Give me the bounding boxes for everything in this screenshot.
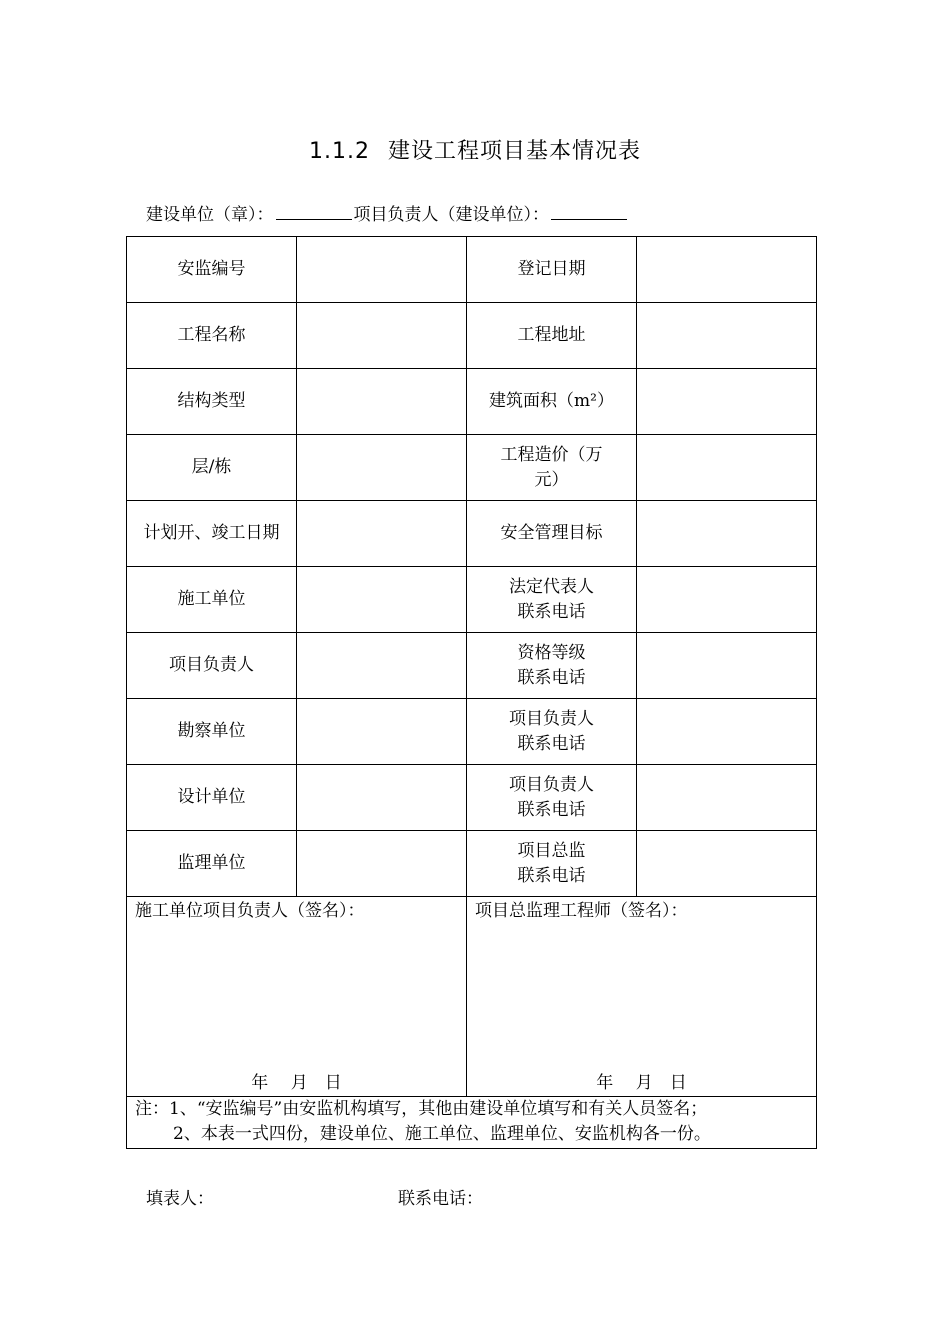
row-label: 建筑面积（m²）: [467, 369, 637, 435]
value-cell[interactable]: [297, 567, 467, 633]
table-row: [127, 237, 817, 303]
construction-unit-label: 建设单位（章）：: [146, 205, 274, 225]
value-cell[interactable]: [637, 303, 817, 369]
supervisor-signature-label: 项目总监理工程师（签名）：: [475, 901, 688, 921]
row-label-line1: 项目负责人: [509, 708, 594, 729]
row-label: 工程地址: [467, 303, 637, 369]
table-row: [127, 369, 817, 435]
contractor-signature-date: 年 月 日: [251, 1073, 342, 1093]
row-label: 施工单位: [127, 567, 297, 633]
filler-label: 填表人：: [146, 1189, 214, 1209]
value-cell[interactable]: [637, 237, 817, 303]
row-label: 项目负责人: [127, 633, 297, 699]
row-label-double: [467, 765, 637, 831]
row-label-double: [467, 831, 637, 897]
value-cell[interactable]: [297, 765, 467, 831]
note-line-1: 注：1、“安监编号”由安监机构填写，其他由建设单位填写和有关人员签名；: [135, 1099, 708, 1119]
signature-row: [127, 897, 817, 1097]
contractor-signature-label: 施工单位项目负责人（签名）：: [135, 901, 365, 921]
row-label-line2: 联系电话: [517, 667, 586, 688]
row-label: 工程名称: [127, 303, 297, 369]
row-label-line2: 联系电话: [517, 799, 586, 820]
row-label: 计划开、竣工日期: [127, 501, 297, 567]
value-cell[interactable]: [637, 369, 817, 435]
note-line-2: 2、本表一式四份，建设单位、施工单位、监理单位、安监机构各一份。: [173, 1124, 711, 1144]
row-label: 结构类型: [127, 369, 297, 435]
value-cell[interactable]: [297, 303, 467, 369]
value-cell[interactable]: [637, 501, 817, 567]
table-row: [127, 765, 817, 831]
title-text: 建设工程项目基本情况表: [387, 139, 641, 164]
row-label-line2: 联系电话: [517, 733, 586, 754]
project-leader-field[interactable]: [551, 204, 627, 220]
title-number: 1.1.2: [309, 139, 370, 164]
table-row: [127, 303, 817, 369]
row-label: 设计单位: [127, 765, 297, 831]
value-cell[interactable]: [297, 699, 467, 765]
value-cell[interactable]: [297, 369, 467, 435]
row-label-line1: 项目负责人: [509, 774, 594, 795]
row-label: 层/栋: [127, 435, 297, 501]
row-label-double: [467, 633, 637, 699]
row-label-line1: 项目总监: [517, 840, 586, 861]
table-row: [127, 633, 817, 699]
supervisor-signature-date: 年 月 日: [596, 1073, 687, 1093]
page-title: [0, 134, 950, 165]
value-cell[interactable]: [637, 633, 817, 699]
phone-label: 联系电话：: [398, 1189, 483, 1209]
supervisor-signature-cell[interactable]: [467, 897, 817, 1097]
table-row: [127, 699, 817, 765]
value-cell[interactable]: [637, 435, 817, 501]
value-cell[interactable]: [297, 435, 467, 501]
row-label-line1: 法定代表人: [509, 576, 594, 597]
construction-unit-field[interactable]: [276, 204, 352, 220]
header-line: [146, 200, 629, 225]
row-label-double: [467, 699, 637, 765]
notes-row: [127, 1097, 817, 1149]
row-label-line2: 联系电话: [517, 865, 586, 886]
row-label: 勘察单位: [127, 699, 297, 765]
row-label: 监理单位: [127, 831, 297, 897]
row-label-double: [467, 567, 637, 633]
row-label-line2: 联系电话: [517, 601, 586, 622]
footer: [146, 1184, 846, 1209]
project-info-table: [126, 236, 817, 1149]
value-cell[interactable]: [297, 237, 467, 303]
table-row: [127, 831, 817, 897]
value-cell[interactable]: [637, 699, 817, 765]
table-row: [127, 435, 817, 501]
value-cell[interactable]: [637, 567, 817, 633]
notes-cell: [127, 1097, 817, 1149]
row-label-line1: 资格等级: [517, 642, 586, 663]
row-label: 安全管理目标: [467, 501, 637, 567]
contractor-signature-cell[interactable]: [127, 897, 467, 1097]
row-label: 登记日期: [467, 237, 637, 303]
row-label: 工程造价（万元）: [467, 435, 637, 501]
value-cell[interactable]: [297, 831, 467, 897]
table-row: [127, 501, 817, 567]
value-cell[interactable]: [297, 501, 467, 567]
value-cell[interactable]: [637, 831, 817, 897]
row-label: 安监编号: [127, 237, 297, 303]
value-cell[interactable]: [297, 633, 467, 699]
project-leader-label: 项目负责人（建设单位）：: [353, 205, 549, 225]
table-row: [127, 567, 817, 633]
value-cell[interactable]: [637, 765, 817, 831]
